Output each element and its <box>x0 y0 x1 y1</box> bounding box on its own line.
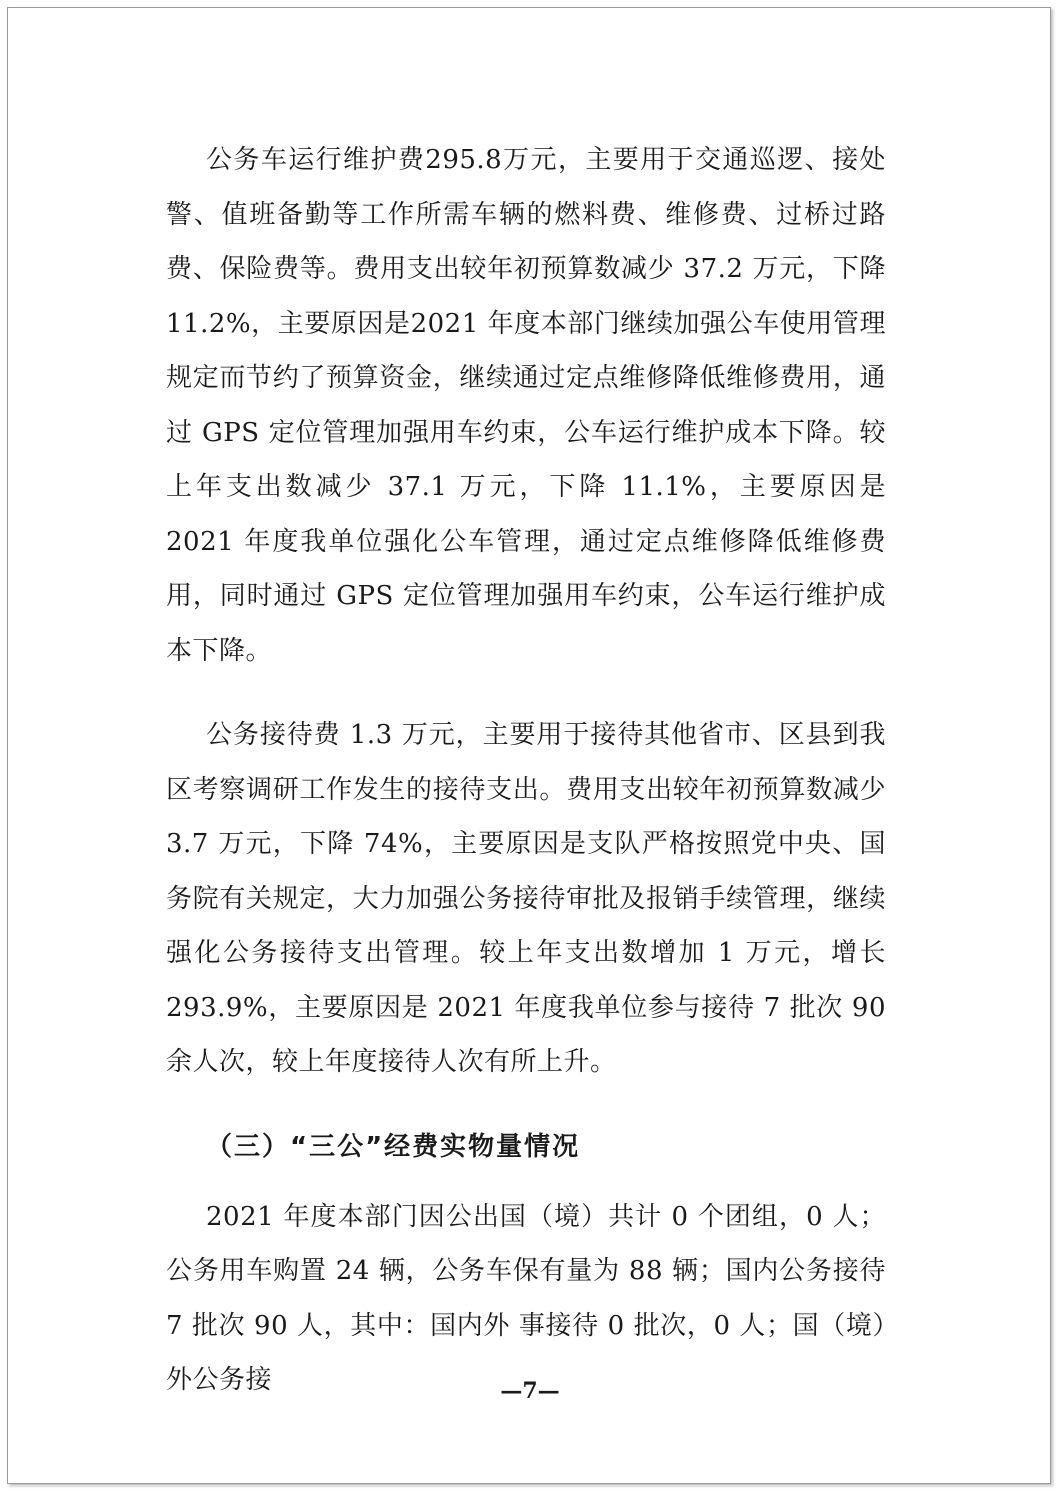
page-content <box>166 133 886 1408</box>
paragraph-reception-expenses: 公务接待费 1.3 万元，主要用于接待其他省市、区县到我区考察调研工作发生的接待支出。费用支出较年初预算数减少 3.7 万元，下降 74%，主要原因是支队严格按照党中央、国务院有关规定，大力加强公务接待审批及报销手续管理，继续强化公务接待支出管理。较上年支出数增加 1 万元，增长 293.9%，主要原因是 2021 年度我单位参与接待 7 批次 90 余人次，较上年度接待人次有所上升。 <box>166 720 886 1077</box>
paragraph-vehicle-maintenance: 公务车运行维护费295.8万元，主要用于交通巡逻、接处警、值班备勤等工作所需车辆的燃料费、维修费、过桥过路费、保险费等。费用支出较年初预算数减少 37.2 万元，下降 11.2%，主要原因是2021 年度本部门继续加强公车使用管理规定而节约了预算资金，继续通过定点维修降低维修费用，通过 GPS 定位管理加强用车约束，公车运行维护成本下降。较上年支出数减少 37.1 万元，下降 11.1%，主要原因是 2021 年度我单位强化公车管理，通过定点维修降低维修费用，同时通过 GPS 定位管理加强用车约束，公车运行维护成本下降。 <box>166 145 886 666</box>
page-number: —7— <box>500 1378 560 1404</box>
paragraph-physical-quantity: 2021 年度本部门因公出国（境）共计 0 个团组，0 人；公务用车购置 24 辆，公务车保有量为 88 辆；国内公务接待 7 批次 90 人，其中：国内外 事接待 0 批次，0 人；国（境）外公务接 <box>166 1201 886 1395</box>
section-heading: （三）“三公”经费实物量情况 <box>206 1131 581 1162</box>
